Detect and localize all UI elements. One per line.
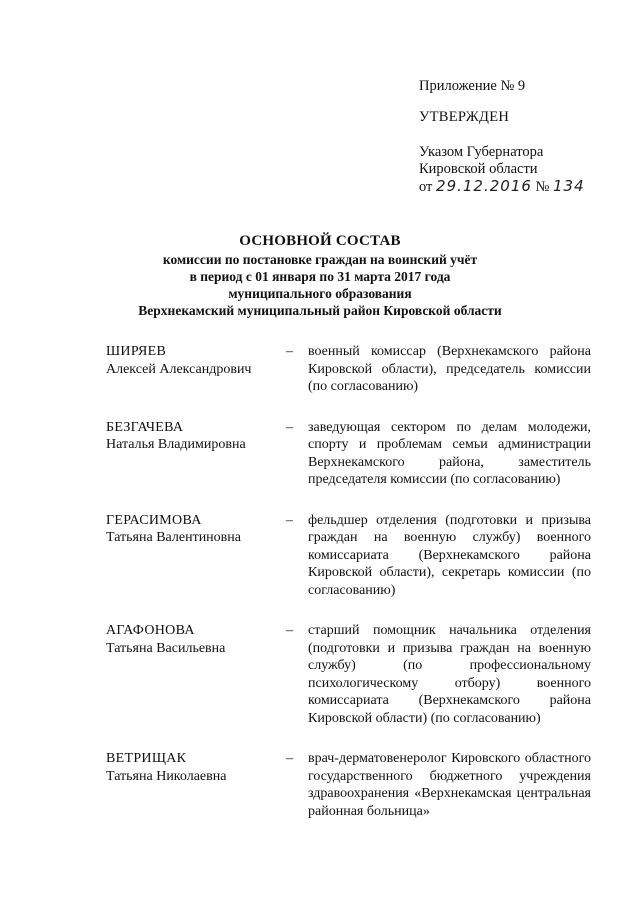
dash-separator: –	[286, 419, 293, 435]
handwritten-number: 134	[553, 177, 585, 195]
member-entry	[106, 512, 591, 600]
number-prefix: №	[535, 179, 550, 195]
handwritten-date: 29.12.2016	[436, 177, 532, 195]
title-line-3: муниципального образования	[228, 286, 412, 301]
member-surname: БЕЗГАЧЕВА	[106, 419, 184, 435]
member-given-name: Татьяна Валентиновна	[106, 530, 241, 545]
annex-number: Приложение № 9	[419, 78, 526, 94]
member-name	[106, 419, 286, 489]
approval-block	[419, 78, 585, 196]
title-line-1: комиссии по постановке граждан на воинский учёт	[162, 252, 478, 267]
member-surname: АГАФОНОВА	[106, 623, 195, 638]
member-given-name: Наталья Владимировна	[106, 437, 246, 452]
title-line-4: Верхнекамский муниципальный район Кировской области	[138, 303, 502, 318]
approved-stamp-text: УТВЕРЖДЕН	[419, 109, 510, 125]
dash-separator: –	[286, 344, 293, 359]
member-given-name: Татьяна Васильевна	[106, 640, 226, 656]
members-list	[106, 343, 591, 843]
member-entry	[106, 750, 591, 820]
member-surname: ГЕРАСИМОВА	[106, 512, 202, 528]
member-entry	[106, 419, 591, 489]
date-prefix: от	[419, 179, 433, 195]
member-entry	[106, 622, 591, 727]
member-given-name: Татьяна Николаевна	[106, 768, 227, 784]
member-name	[106, 750, 286, 820]
member-role: заведующая сектором по делам молодежи, спорту и проблемам семьи администрации Верхнекамского района, заместитель председателя комиссии (по согласованию)	[308, 419, 591, 487]
member-entry	[106, 343, 591, 396]
member-given-name: Алексей Александрович	[106, 361, 252, 377]
title-line-2: в период с 01 января по 31 марта 2017 года	[189, 269, 451, 284]
dash-separator: –	[286, 512, 293, 528]
decree-line-1: Указом Губернатора	[419, 144, 544, 160]
title-main: ОСНОВНОЙ СОСТАВ	[239, 233, 401, 249]
member-role: фельдшер отделения (подготовки и призыва граждан на военную службу) военного комиссариата (Верхнекамского района Кировской области), секретарь комиссии (по согласованию)	[308, 512, 591, 598]
member-name	[106, 343, 286, 396]
member-role: врач-дерматовенеролог Кировского областного государственного бюджетного учреждения здравоохранения «Верхнекамская центральная районная больница»	[308, 751, 591, 819]
member-name	[106, 622, 286, 727]
member-surname: ВЕТРИЩАК	[106, 751, 187, 766]
decree-line-2: Кировской области	[419, 161, 538, 177]
member-name	[106, 512, 286, 600]
member-role: старший помощник начальника отделения (подготовки и призыва граждан на военную службу) (по профессиональному психологическому отбору) военного комиссариата (Верхнекамского района Кировской области) (по согласованию)	[308, 623, 591, 726]
dash-separator: –	[286, 623, 293, 638]
decree-date-line	[419, 178, 585, 196]
dash-separator: –	[286, 751, 293, 766]
member-role: военный комиссар (Верхнекамского района Кировской области), председатель комиссии (по согласованию)	[308, 344, 591, 394]
document-title	[0, 231, 640, 319]
member-surname: ШИРЯЕВ	[106, 344, 167, 359]
